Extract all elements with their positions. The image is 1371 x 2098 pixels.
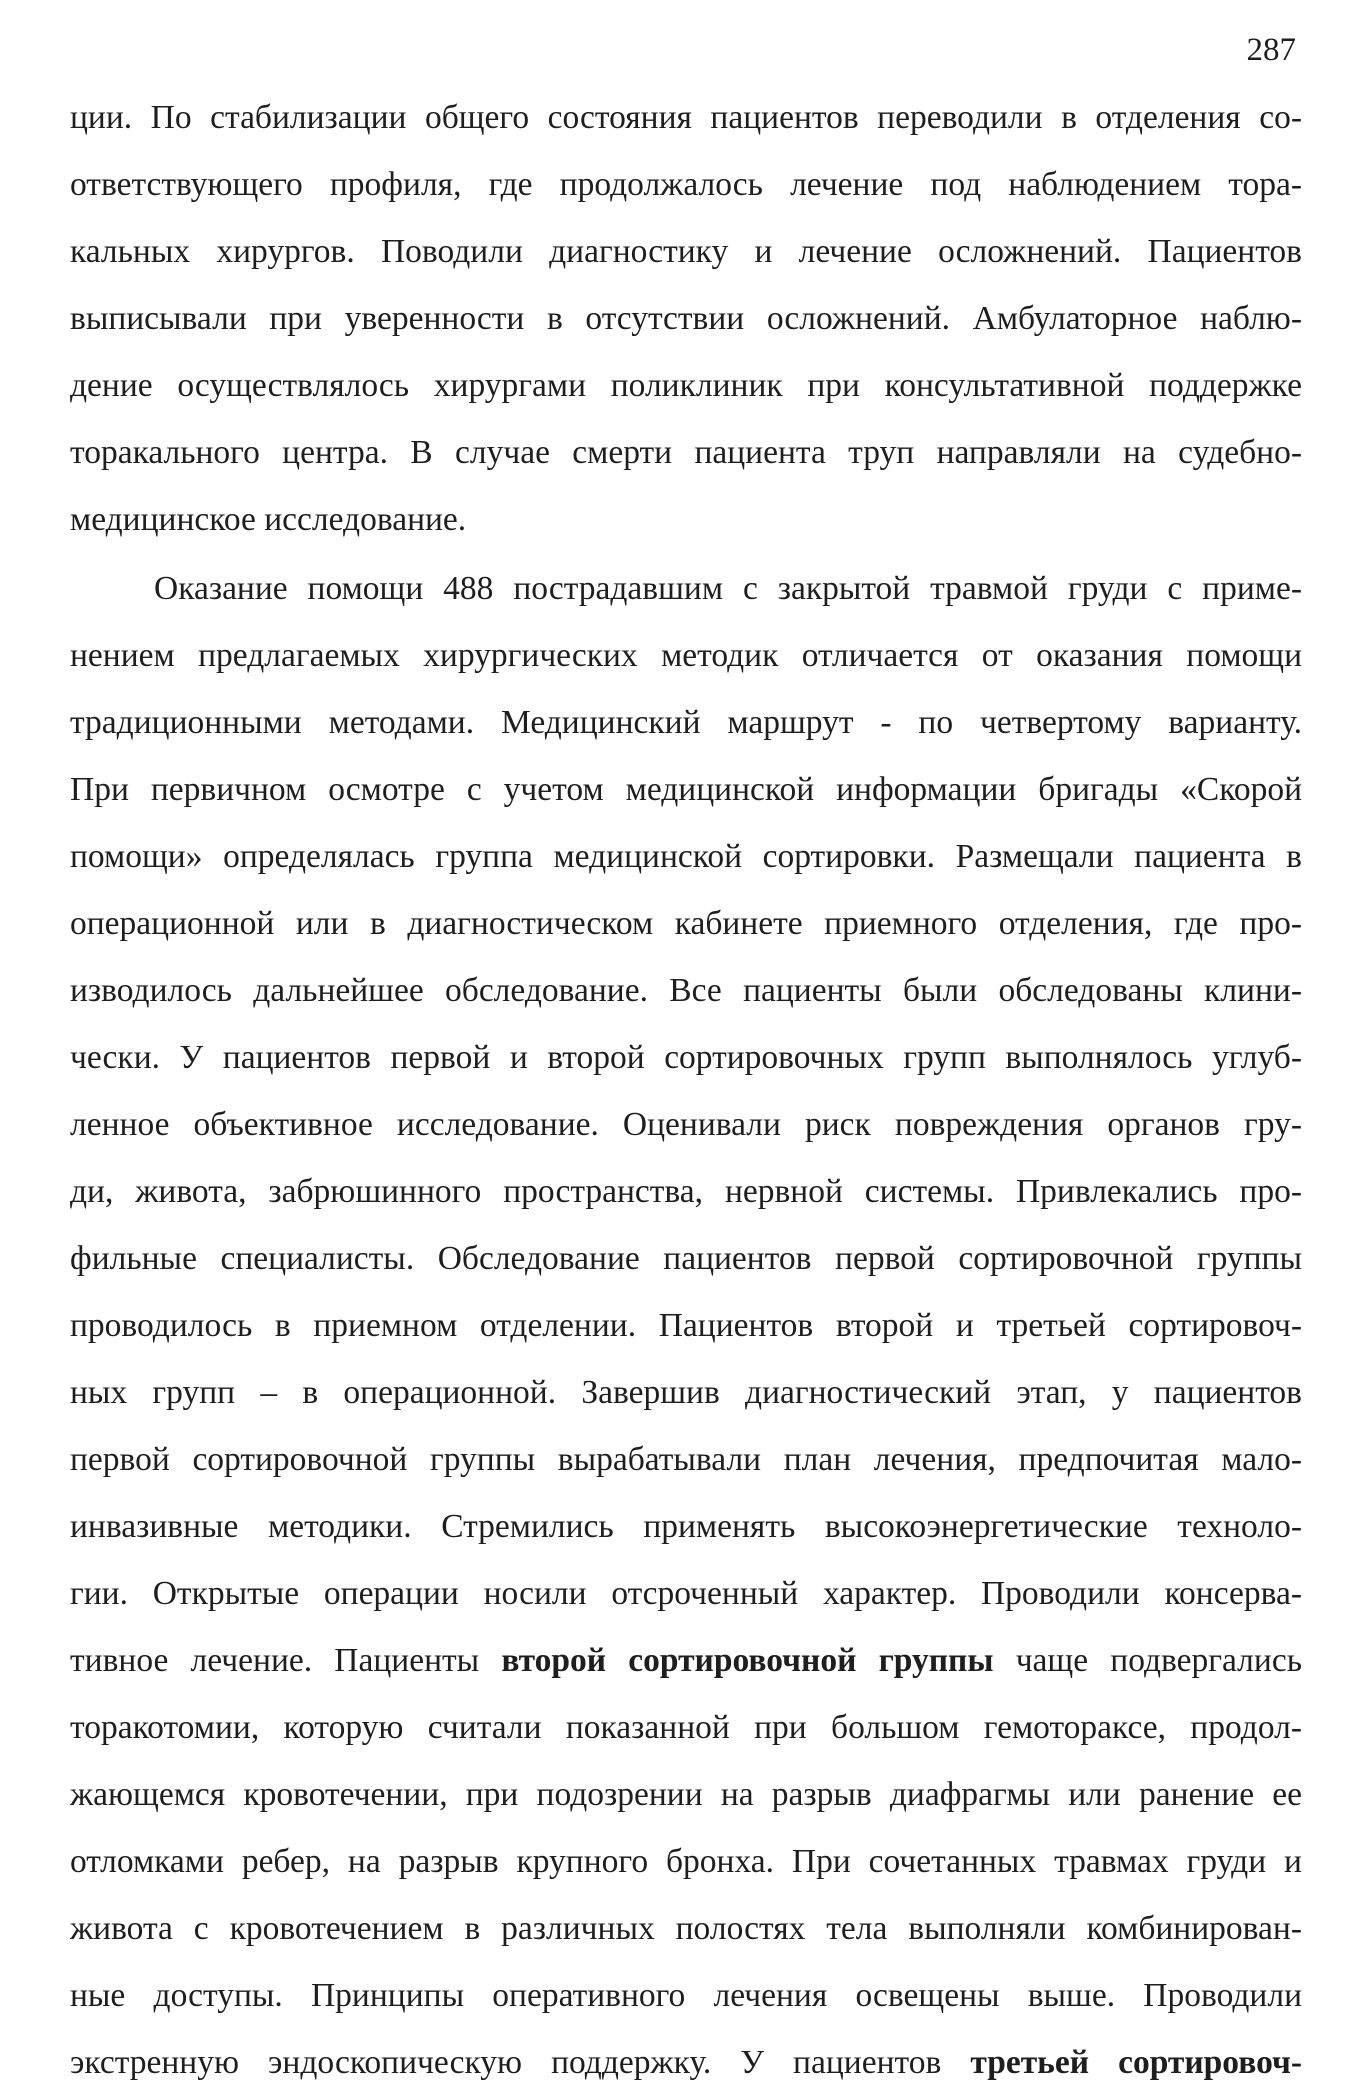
emphasis-second-group: второй сортировочной группы: [501, 1642, 994, 1679]
text-line: При первичном осмотре с учетом медицинской информации бригады «Скорой: [70, 771, 1302, 808]
emphasis-third-group: третьей сортировоч-: [970, 2044, 1302, 2081]
text-line: торакотомии, которую считали показанной при большом гемотораксе, продол-: [70, 1709, 1302, 1746]
text-line: ответствующего профиля, где продолжалось лечение под наблюдением тора-: [70, 166, 1302, 203]
text-line: торакального центра. В случае смерти пациента труп направляли на судебно-: [70, 434, 1302, 471]
text-line: дение осуществлялось хирургами поликлиник при консультативной поддержке: [70, 367, 1302, 404]
text-line: изводилось дальнейшее обследование. Все пациенты были обследованы клини-: [70, 972, 1302, 1009]
page-number: 287: [1246, 32, 1296, 68]
text-line: чески. У пациентов первой и второй сортировочных групп выполнялось углуб-: [70, 1039, 1302, 1076]
text-line-with-emphasis: [70, 2031, 1302, 2098]
paragraph-1: [70, 86, 1302, 555]
body-text: [70, 86, 1302, 2098]
text-line: ди, живота, забрюшинного пространства, нервной системы. Привлекались про-: [70, 1173, 1302, 1210]
text-line: живота с кровотечением в различных полостях тела выполняли комбинирован-: [70, 1910, 1302, 1947]
text-line: операционной или в диагностическом кабинете приемного отделения, где про-: [70, 905, 1302, 942]
text-line: кальных хирургов. Поводили диагностику и лечение осложнений. Пациентов: [70, 233, 1302, 270]
text-line: нением предлагаемых хирургических методик отличается от оказания помощи: [70, 637, 1302, 674]
text-line: Оказание помощи 488 пострадавшим с закрытой травмой груди с приме-: [154, 570, 1302, 607]
text-line: медицинское исследование.: [70, 501, 467, 538]
text-line: ции. По стабилизации общего состояния пациентов переводили в отделения со-: [70, 99, 1302, 136]
text-line: первой сортировочной группы вырабатывали план лечения, предпочитая мало-: [70, 1441, 1302, 1478]
paragraph-2: [70, 557, 1302, 2098]
text-line: инвазивные методики. Стремились применять высокоэнергетические техноло-: [70, 1508, 1302, 1545]
text-line: ленное объективное исследование. Оценивали риск повреждения органов гру-: [70, 1106, 1302, 1143]
text-run: экстренную эндоскопическую поддержку. У пациентов: [70, 2044, 971, 2081]
text-line: жающемся кровотечении, при подозрении на разрыв диафрагмы или ранение ее: [70, 1776, 1302, 1813]
text-run: тивное лечение. Пациенты: [70, 1642, 502, 1679]
text-line: фильные специалисты. Обследование пациентов первой сортировочной группы: [70, 1240, 1302, 1277]
text-line: проводилось в приемном отделении. Пациентов второй и третьей сортировоч-: [70, 1307, 1302, 1344]
text-line: ные доступы. Принципы оперативного лечения освещены выше. Проводили: [70, 1977, 1302, 2014]
text-line: гии. Открытые операции носили отсроченный характер. Проводили консерва-: [70, 1575, 1302, 1612]
text-line: помощи» определялась группа медицинской сортировки. Размещали пациента в: [70, 838, 1302, 875]
text-line: отломками ребер, на разрыв крупного бронха. При сочетанных травмах груди и: [70, 1843, 1302, 1880]
text-line: традиционными методами. Медицинский маршрут - по четвертому варианту.: [70, 704, 1302, 741]
text-line-with-emphasis: [70, 1629, 1302, 1696]
text-line: выписывали при уверенности в отсутствии осложнений. Амбулаторное наблю-: [70, 300, 1302, 337]
text-run: чаще подвергались: [993, 1642, 1302, 1679]
text-line: ных групп – в операционной. Завершив диагностический этап, у пациентов: [70, 1374, 1302, 1411]
